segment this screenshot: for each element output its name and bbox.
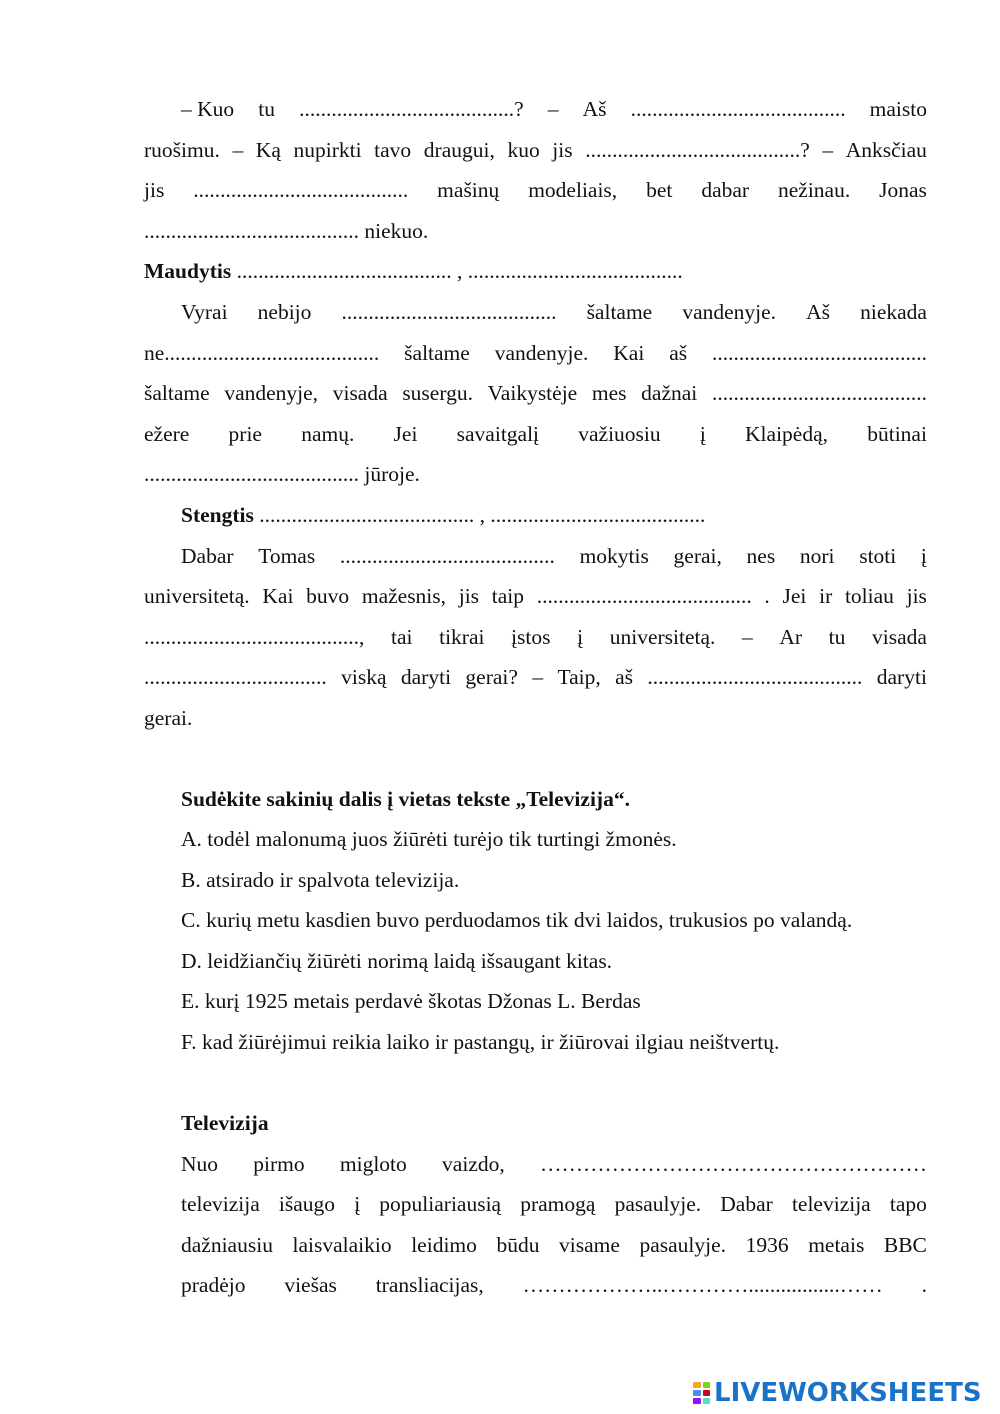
word: nežinau. <box>777 178 851 202</box>
text-line <box>181 542 927 570</box>
text-line <box>181 1150 927 1178</box>
word: dažnai <box>641 381 698 405</box>
word: Kai <box>262 584 294 608</box>
word: gerai? <box>465 665 518 689</box>
word: nebijo <box>257 300 312 324</box>
word: daryti <box>400 665 452 689</box>
word: ir <box>819 584 833 608</box>
word: universitetą. <box>144 584 250 608</box>
word: ........................................? <box>585 138 810 162</box>
word: į <box>920 544 927 568</box>
word: – <box>532 665 544 689</box>
verb-heading-stengtis <box>181 501 927 529</box>
word: leidimo <box>411 1233 477 1257</box>
word: . <box>921 1273 927 1297</box>
verb-blanks: ........................................ , ........................................ <box>231 259 683 283</box>
text-line <box>144 582 927 610</box>
word: pirmo <box>253 1152 305 1176</box>
liveworksheets-logo-icon <box>693 1382 710 1404</box>
word: Dabar <box>720 1192 773 1216</box>
word: išaugo <box>278 1192 336 1216</box>
word: dažniausiu <box>181 1233 273 1257</box>
word: toliau <box>844 584 894 608</box>
word: populiariausią <box>379 1192 502 1216</box>
word: .................................. <box>144 665 327 689</box>
word: taip <box>491 584 525 608</box>
word: migloto <box>339 1152 407 1176</box>
word: ........................................ <box>536 584 752 608</box>
word: visada <box>332 381 388 405</box>
text-line <box>181 298 927 326</box>
task-title: Sudėkite sakinių dalis į vietas tekste „Televizija“. <box>181 787 630 811</box>
word: – <box>742 625 753 649</box>
word: transliacijas, <box>375 1273 484 1297</box>
word: – <box>547 97 559 121</box>
word: pasaulyje. <box>614 1192 702 1216</box>
word: pramogą <box>520 1192 596 1216</box>
word: tai <box>390 625 413 649</box>
text-line: ........................................ jūroje. <box>144 462 420 486</box>
word: į <box>577 625 584 649</box>
word: buvo <box>306 584 350 608</box>
word: Ką <box>255 138 281 162</box>
word: vandenyje, <box>224 381 319 405</box>
word: Anksčiau <box>845 138 927 162</box>
word: draugui, <box>423 138 495 162</box>
word: – <box>232 138 244 162</box>
word: ........................................ <box>647 665 863 689</box>
option-f: F. kad žiūrėjimui reikia laiko ir pastangų, ir žiūrovai ilgiau neištvertų. <box>181 1030 780 1054</box>
word: Aš <box>582 97 607 121</box>
text-line <box>181 1231 927 1259</box>
text-line <box>144 379 927 407</box>
word: ........................................ <box>630 97 846 121</box>
word: Jonas <box>879 178 927 202</box>
word: pradėjo <box>181 1273 246 1297</box>
liveworksheets-logo[interactable] <box>693 1378 982 1408</box>
word: daryti <box>876 665 927 689</box>
word: 1936 <box>745 1233 789 1257</box>
word: ........................................, <box>144 625 365 649</box>
text-line <box>144 136 927 164</box>
word: mažesnis, <box>361 584 447 608</box>
word: . <box>764 584 770 608</box>
word: šaltame <box>404 341 470 365</box>
word: mašinų <box>437 178 500 202</box>
logo-text: LIVEWORKSHEETS <box>714 1378 982 1408</box>
word: įstos <box>511 625 551 649</box>
word: bet <box>646 178 673 202</box>
verb-heading-maudytis <box>144 257 927 285</box>
word: į <box>699 422 706 446</box>
text-line <box>144 176 927 204</box>
word: ........................................ <box>341 300 557 324</box>
word: Jei <box>782 584 807 608</box>
word: Aš <box>806 300 831 324</box>
word: pasaulyje. <box>639 1233 727 1257</box>
word: aš <box>615 665 634 689</box>
word: gerai, <box>673 544 722 568</box>
word: Tomas <box>258 544 316 568</box>
word: jis <box>552 138 573 162</box>
verb-word: Stengtis <box>181 503 254 527</box>
word: nupirkti <box>293 138 362 162</box>
word: Klaipėdą, <box>745 422 829 446</box>
option-b: B. atsirado ir spalvota televizija. <box>181 868 460 892</box>
word: jis <box>144 178 165 202</box>
word: – Kuo <box>181 97 235 121</box>
word: ruošimu. <box>144 138 220 162</box>
word: visame <box>559 1233 620 1257</box>
word: važiuosiu <box>578 422 661 446</box>
word: televizija <box>181 1192 260 1216</box>
word: Nuo <box>181 1152 219 1176</box>
word: universitetą. <box>609 625 716 649</box>
word: Dabar <box>181 544 234 568</box>
word: jis <box>906 584 927 608</box>
word: ........................................ <box>711 381 927 405</box>
word: ........................................ <box>339 544 555 568</box>
word: ........................................ <box>193 178 409 202</box>
word: Taip, <box>557 665 601 689</box>
option-c: C. kurių metu kasdien buvo perduodamos tik dvi laidos, trukusios po valandą. <box>181 908 853 932</box>
word: tu <box>258 97 275 121</box>
word: niekada <box>860 300 927 324</box>
text-line <box>181 1190 927 1218</box>
word: ……………………………………………… <box>539 1152 927 1176</box>
word: savaitgalį <box>456 422 540 446</box>
word: būdu <box>496 1233 540 1257</box>
word: Kai <box>613 341 645 365</box>
text-line: gerai. <box>144 706 193 730</box>
word: laisvalaikio <box>292 1233 392 1257</box>
word: ežere <box>144 422 190 446</box>
word: vandenyje. <box>494 341 589 365</box>
option-d: D. leidžiančių žiūrėti norimą laidą išsaugant kitas. <box>181 949 613 973</box>
word: ………………..………….................…… <box>522 1273 883 1297</box>
word: tu <box>828 625 846 649</box>
word: ........................................? <box>299 97 524 121</box>
section-title-televizija: Televizija <box>181 1111 269 1135</box>
word: ne........................................ <box>144 341 380 365</box>
text-line <box>144 420 927 448</box>
word: viešas <box>284 1273 337 1297</box>
text-line <box>144 663 927 691</box>
word: Jei <box>393 422 418 446</box>
word: nori <box>799 544 835 568</box>
word: televizija <box>791 1192 871 1216</box>
text-line <box>181 1271 927 1299</box>
verb-blanks: ........................................ , ........................................ <box>253 503 706 527</box>
word: tikrai <box>439 625 485 649</box>
word: visada <box>872 625 927 649</box>
option-a: A. todėl malonumą juos žiūrėti turėjo tik turtingi žmonės. <box>181 827 677 851</box>
option-e: E. kurį 1925 metais perdavė škotas Džonas L. Berdas <box>181 989 641 1013</box>
word: susergu. <box>402 381 473 405</box>
word: tavo <box>374 138 412 162</box>
word: ........................................ <box>711 341 927 365</box>
word: namų. <box>301 422 355 446</box>
word: modeliais, <box>528 178 618 202</box>
word: tapo <box>889 1192 927 1216</box>
word: į <box>354 1192 361 1216</box>
word: Ar <box>779 625 803 649</box>
word: kuo <box>507 138 540 162</box>
word: aš <box>669 341 688 365</box>
word: Vyrai <box>181 300 228 324</box>
word: stoti <box>859 544 897 568</box>
word: šaltame <box>586 300 653 324</box>
text-line: ........................................ niekuo. <box>144 219 429 243</box>
word: būtinai <box>867 422 927 446</box>
word: – <box>822 138 834 162</box>
word: mes <box>591 381 627 405</box>
text-line <box>144 623 927 651</box>
word: jis <box>458 584 480 608</box>
word: vaizdo, <box>442 1152 505 1176</box>
verb-word: Maudytis <box>144 259 232 283</box>
word: nes <box>746 544 776 568</box>
word: viską <box>341 665 387 689</box>
word: Vaikystėje <box>487 381 578 405</box>
word: metais <box>808 1233 865 1257</box>
word: dabar <box>701 178 750 202</box>
text-line <box>144 339 927 367</box>
word: prie <box>228 422 262 446</box>
text-line <box>181 95 927 123</box>
word: maisto <box>869 97 927 121</box>
word: vandenyje. <box>682 300 777 324</box>
word: šaltame <box>144 381 210 405</box>
word: mokytis <box>579 544 649 568</box>
word: BBC <box>883 1233 927 1257</box>
